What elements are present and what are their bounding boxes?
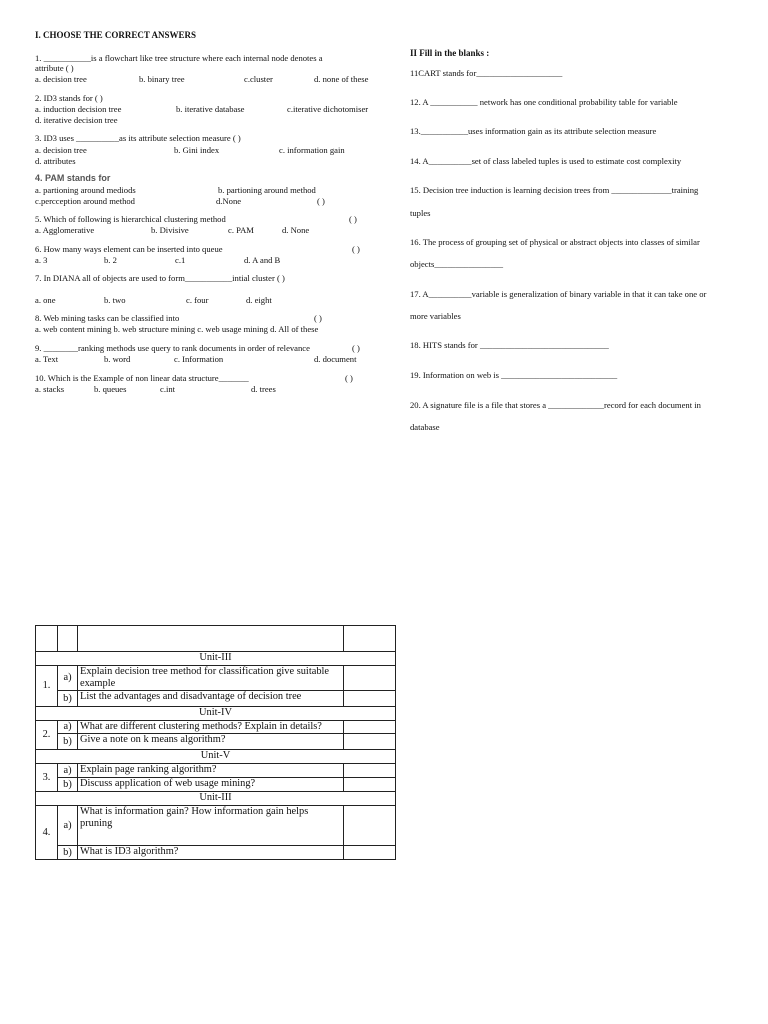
- fill-item-14: 14. A__________set of class labeled tuples is used to estimate cost complexity: [410, 156, 682, 166]
- q8-options: a. web content mining b. web structure mining c. web usage mining d. All of these: [35, 324, 319, 334]
- q6-opt-b: b. 2: [104, 255, 117, 265]
- q4-bracket: ( ): [317, 196, 325, 206]
- marks-cell: [344, 764, 396, 778]
- q3-opt-d: d. attributes: [35, 156, 76, 166]
- q10-opt-a: a. stacks: [35, 384, 65, 394]
- q7-opt-c: c. four: [186, 295, 209, 305]
- fill-item-17: 17. A__________variable is generalization of binary variable in that it can take one or: [410, 289, 707, 299]
- q4-line1: 4. PAM stands for: [35, 173, 111, 183]
- marks-cell: [344, 721, 396, 734]
- part-label: a): [58, 721, 78, 734]
- q8-bracket: ( ): [314, 313, 322, 323]
- fill-item-12: 12. A ___________ network has one conditional probability table for variable: [410, 97, 678, 107]
- part-label: a): [58, 806, 78, 846]
- table-row: [36, 806, 396, 846]
- question-text: What are different clustering methods? Explain in details?: [78, 721, 344, 734]
- table-row: [36, 846, 396, 860]
- fill-item-17-cont: more variables: [410, 311, 461, 321]
- q4-opt-d: d.None: [216, 196, 242, 206]
- q2-opt-c: c.iterative dichotomiser: [287, 104, 369, 114]
- question-text: Explain decision tree method for classification give suitable example: [78, 666, 344, 691]
- fill-item-18: 18. HITS stands for ______________________________: [410, 340, 609, 350]
- unit-row: [36, 792, 396, 806]
- q9-line1: 9. ________ranking methods use query to rank documents in order of relevance: [35, 343, 310, 353]
- fill-item-15: 15. Decision tree induction is learning decision trees from ______________training: [410, 185, 699, 195]
- table-header-row: [36, 626, 396, 652]
- q9-opt-b: b. word: [104, 354, 131, 364]
- q1-opt-a: a. decision tree: [35, 74, 87, 84]
- unit-heading: Unit-V: [36, 750, 396, 764]
- unit-row: [36, 652, 396, 666]
- unit-row: [36, 707, 396, 721]
- q5-line1: 5. Which of following is hierarchical clustering method: [35, 214, 226, 224]
- q4-opt-a: a. partioning around mediods: [35, 185, 136, 195]
- question-text: Discuss application of web usage mining?: [78, 778, 344, 792]
- q7-opt-b: b. two: [104, 295, 126, 305]
- part-label: a): [58, 666, 78, 691]
- q6-opt-a: a. 3: [35, 255, 48, 265]
- q4-opt-b: b. partioning around method: [218, 185, 316, 195]
- question-text: List the advantages and disadvantage of decision tree: [78, 691, 344, 707]
- part-label: b): [58, 778, 78, 792]
- table-row: [36, 764, 396, 778]
- marks-cell: [344, 666, 396, 691]
- fill-item-11: 11CART stands for____________________: [410, 68, 563, 78]
- q2-opt-a: a. induction decision tree: [35, 104, 122, 114]
- q7-opt-a: a. one: [35, 295, 56, 305]
- q10-bracket: ( ): [345, 373, 353, 383]
- q4-opt-c: c.percception around method: [35, 196, 135, 206]
- question-number: 1.: [36, 666, 58, 707]
- unit-heading: Unit-III: [36, 652, 396, 666]
- q3-line1: 3. ID3 uses __________as its attribute selection measure ( ): [35, 133, 241, 143]
- unit-row: [36, 750, 396, 764]
- q9-opt-d: d. document: [314, 354, 357, 364]
- q5-opt-c: c. PAM: [228, 225, 254, 235]
- part-label: a): [58, 764, 78, 778]
- q1-line1: 1. ___________is a flowchart like tree structure where each internal node denotes a: [35, 53, 323, 63]
- unit-heading: Unit-IV: [36, 707, 396, 721]
- fill-item-20: 20. A signature file is a file that stores a _____________record for each document in: [410, 400, 701, 410]
- q10-opt-d: d. trees: [251, 384, 276, 394]
- q9-opt-c: c. Information: [174, 354, 224, 364]
- fill-item-16-cont: objects________________: [410, 259, 504, 269]
- q10-opt-c: c.int: [160, 384, 176, 394]
- section1-title: I. CHOOSE THE CORRECT ANSWERS: [35, 30, 196, 40]
- fill-item-13: 13.___________uses information gain as its attribute selection measure: [410, 126, 657, 136]
- question-number: 2.: [36, 721, 58, 750]
- q2-opt-d: d. iterative decision tree: [35, 115, 118, 125]
- fill-item-20-cont: database: [410, 422, 440, 432]
- table-row: [36, 666, 396, 691]
- q5-opt-b: b. Divisive: [151, 225, 189, 235]
- table-row: [36, 721, 396, 734]
- unit-heading: Unit-III: [36, 792, 396, 806]
- q5-bracket: ( ): [349, 214, 357, 224]
- table-row: [36, 778, 396, 792]
- q8-line1: 8. Web mining tasks can be classified into: [35, 313, 180, 323]
- marks-cell: [344, 734, 396, 750]
- marks-cell: [344, 778, 396, 792]
- q1-opt-b: b. binary tree: [139, 74, 185, 84]
- question-text: Give a note on k means algorithm?: [78, 734, 344, 750]
- q5-opt-a: a. Agglomerative: [35, 225, 95, 235]
- empty-cell: [78, 626, 344, 652]
- part-label: b): [58, 691, 78, 707]
- questions-table: [35, 625, 396, 860]
- question-text: What is information gain? How information gain helps pruning: [78, 806, 344, 846]
- q6-bracket: ( ): [352, 244, 360, 254]
- q5-opt-d: d. None: [282, 225, 310, 235]
- part-label: b): [58, 846, 78, 860]
- table-row: [36, 734, 396, 750]
- q1-opt-d: d. none of these: [314, 74, 369, 84]
- empty-cell: [344, 626, 396, 652]
- fill-item-15-cont: tuples: [410, 208, 431, 218]
- marks-cell: [344, 846, 396, 860]
- empty-cell: [36, 626, 58, 652]
- question-text: Explain page ranking algorithm?: [78, 764, 344, 778]
- section2-title: II Fill in the blanks :: [410, 48, 490, 58]
- q1-opt-c: c.cluster: [244, 74, 273, 84]
- q6-opt-c: c.1: [175, 255, 186, 265]
- q9-opt-a: a. Text: [35, 354, 59, 364]
- q3-opt-c: c. information gain: [279, 145, 345, 155]
- q10-line1: 10. Which is the Example of non linear data structure_______: [35, 373, 249, 383]
- question-number: 4.: [36, 806, 58, 860]
- q7-line1: 7. In DIANA all of objects are used to form___________intial cluster ( ): [35, 273, 285, 283]
- q6-opt-d: d. A and B: [244, 255, 281, 265]
- q6-line1: 6. How many ways element can be inserted into queue: [35, 244, 223, 254]
- q2-line1: 2. ID3 stands for ( ): [35, 93, 103, 103]
- empty-cell: [58, 626, 78, 652]
- part-label: b): [58, 734, 78, 750]
- marks-cell: [344, 806, 396, 846]
- q7-opt-d: d. eight: [246, 295, 272, 305]
- table-row: [36, 691, 396, 707]
- q3-opt-b: b. Gini index: [174, 145, 220, 155]
- question-text: What is ID3 algorithm?: [78, 846, 344, 860]
- fill-item-16: 16. The process of grouping set of physical or abstract objects into classes of similar: [410, 237, 700, 247]
- marks-cell: [344, 691, 396, 707]
- q10-opt-b: b. queues: [94, 384, 127, 394]
- q1-line2: attribute ( ): [35, 63, 74, 73]
- q9-bracket: ( ): [352, 343, 360, 353]
- q3-opt-a: a. decision tree: [35, 145, 87, 155]
- fill-item-19: 19. Information on web is ___________________________: [410, 370, 618, 380]
- q2-opt-b: b. iterative database: [176, 104, 245, 114]
- question-number: 3.: [36, 764, 58, 792]
